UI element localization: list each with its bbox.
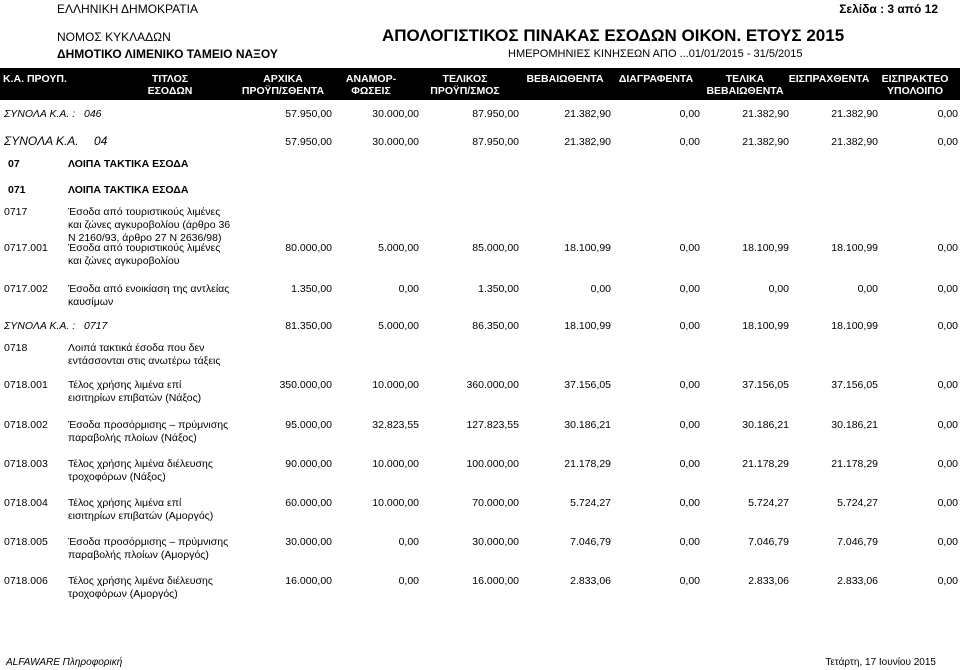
footer-vendor: ALFAWARE Πληροφορική [6,657,123,668]
initial-budget-cell: 80.000,00 [285,242,332,254]
certified-cell: 21.382,90 [564,108,611,120]
page-indicator: Σελίδα : 3 από 12 [839,2,938,16]
col-header-receivable: ΕΙΣΠΡΑΚΤΕΟ ΥΠΟΛΟΙΠΟ [881,73,949,97]
col-header-initial: ΑΡΧΙΚΑ ΠΡΟΫΠ/ΣΘΕΝΤΑ [241,73,325,97]
certified-cell: 18.100,99 [564,320,611,332]
row-description: Τέλος χρήσης λιμένα διέλευσης τροχοφόρων (Νάξος) [68,458,213,483]
amendments-cell: 10.000,00 [372,379,419,391]
collected-cell: 30.186,21 [831,419,878,431]
receivable-cell: 0,00 [937,419,958,431]
col-header-certified: ΒΕΒΑΙΩΘΕΝΤΑ [526,73,604,85]
amendments-cell: 5.000,00 [378,320,419,332]
deleted-cell: 0,00 [679,136,700,148]
row-description: Έσοδα από τουριστικούς λιμένες και ζώνες αγκυροβολίου [68,242,221,267]
row-description: Έσοδα προσόρμισης – πρύμνισης παραβολής πλοίων (Νάξος) [68,419,229,444]
final-budget-cell: 16.000,00 [472,575,519,587]
totals-code: 046 [84,108,102,120]
receivable-cell: 0,00 [937,136,958,148]
certified-cell: 7.046,79 [570,536,611,548]
category-description: Έσοδα από τουριστικούς λιμένες και ζώνες αγκυροβολίου (άρθρο 36 Ν 2160/93, άρθρο 27 Ν 2636/98) [68,206,231,244]
collected-cell: 7.046,79 [837,536,878,548]
certified-cell: 30.186,21 [564,419,611,431]
receivable-cell: 0,00 [937,497,958,509]
col-header-final-certified: ΤΕΛΙΚΑ ΒΕΒΑΙΩΘΕΝΤΑ [706,73,784,97]
col-header-final-budget: ΤΕΛΙΚΟΣ ΠΡΟΫΠ/ΣΜΟΣ [430,73,500,97]
totals-label: ΣΥΝΟΛΑ Κ.Α. [4,134,79,148]
totals-label: ΣΥΝΟΛΑ Κ.Α. : [4,320,76,332]
category-description: Λοιπά τακτικά έσοδα που δεν εντάσσονται στις ανωτέρω τάξεις [68,342,221,367]
initial-budget-cell: 95.000,00 [285,419,332,431]
amendments-cell: 30.000,00 [372,136,419,148]
final-budget-cell: 87.950,00 [472,136,519,148]
deleted-cell: 0,00 [679,458,700,470]
final-certified-cell: 7.046,79 [748,536,789,548]
deleted-cell: 0,00 [679,536,700,548]
initial-budget-cell: 350.000,00 [279,379,332,391]
row-code: 0718.004 [4,497,48,509]
receivable-cell: 0,00 [937,242,958,254]
final-certified-cell: 21.382,90 [742,136,789,148]
receivable-cell: 0,00 [937,458,958,470]
row-code: 0718.002 [4,419,48,431]
col-header-title: ΤΙΤΛΟΣ ΕΣΟΔΩΝ [147,73,193,97]
category-code: 0718 [4,342,28,354]
collected-cell: 2.833,06 [837,575,878,587]
final-budget-cell: 87.950,00 [472,108,519,120]
final-certified-cell: 37.156,05 [742,379,789,391]
row-code: 0718.005 [4,536,48,548]
initial-budget-cell: 60.000,00 [285,497,332,509]
totals-code: 04 [94,134,108,148]
certified-cell: 2.833,06 [570,575,611,587]
group-title: ΛΟΙΠΑ ΤΑΚΤΙΚΑ ΕΣΟΔΑ [68,184,189,196]
final-budget-cell: 30.000,00 [472,536,519,548]
final-certified-cell: 30.186,21 [742,419,789,431]
amendments-cell: 10.000,00 [372,458,419,470]
group-code: 071 [8,184,26,196]
deleted-cell: 0,00 [679,379,700,391]
receivable-cell: 0,00 [937,108,958,120]
final-budget-cell: 127.823,55 [466,419,519,431]
collected-cell: 18.100,99 [831,242,878,254]
prefecture-label: ΝΟΜΟΣ ΚΥΚΛΑΔΩΝ [57,30,171,44]
certified-cell: 18.100,99 [564,242,611,254]
initial-budget-cell: 57.950,00 [285,108,332,120]
footer-date: Τετάρτη, 17 Ιουνίου 2015 [825,657,936,668]
initial-budget-cell: 30.000,00 [285,536,332,548]
receivable-cell: 0,00 [937,320,958,332]
final-budget-cell: 86.350,00 [472,320,519,332]
amendments-cell: 5.000,00 [378,242,419,254]
amendments-cell: 0,00 [398,283,419,295]
collected-cell: 21.382,90 [831,136,878,148]
amendments-cell: 0,00 [398,575,419,587]
collected-cell: 18.100,99 [831,320,878,332]
column-header-bar [0,68,960,100]
collected-cell: 5.724,27 [837,497,878,509]
fund-name: ΔΗΜΟΤΙΚΟ ΛΙΜΕΝΙΚΟ ΤΑΜΕΙΟ ΝΑΞΟΥ [57,47,278,61]
col-header-code: Κ.Α. ΠΡΟΥΠ. [3,73,67,85]
deleted-cell: 0,00 [679,419,700,431]
group-code: 07 [8,158,20,170]
report-title: ΑΠΟΛΟΓΙΣΤΙΚΟΣ ΠΙΝΑΚΑΣ ΕΣΟΔΩΝ ΟΙΚΟΝ. ΕΤΟΥΣ 2015 [382,26,845,45]
deleted-cell: 0,00 [679,320,700,332]
final-budget-cell: 85.000,00 [472,242,519,254]
final-budget-cell: 360.000,00 [466,379,519,391]
deleted-cell: 0,00 [679,283,700,295]
col-header-deleted: ΔΙΑΓΡΑΦΕΝΤΑ [618,73,694,85]
final-budget-cell: 70.000,00 [472,497,519,509]
initial-budget-cell: 57.950,00 [285,136,332,148]
initial-budget-cell: 16.000,00 [285,575,332,587]
row-code: 0718.003 [4,458,48,470]
row-code: 0717.002 [4,283,48,295]
row-description: Έσοδα προσόρμισης – πρύμνισης παραβολής πλοίων (Αμοργός) [68,536,229,561]
final-budget-cell: 1.350,00 [478,283,519,295]
group-title: ΛΟΙΠΑ ΤΑΚΤΙΚΑ ΕΣΟΔΑ [68,158,189,170]
certified-cell: 21.178,29 [564,458,611,470]
receivable-cell: 0,00 [937,379,958,391]
date-range: ΗΜΕΡΟΜΗΝΙΕΣ ΚΙΝΗΣΕΩΝ ΑΠΟ ...01/01/2015 - 31/5/2015 [508,48,803,60]
row-code: 0718.001 [4,379,48,391]
collected-cell: 0,00 [857,283,878,295]
final-certified-cell: 5.724,27 [748,497,789,509]
receivable-cell: 0,00 [937,575,958,587]
collected-cell: 37.156,05 [831,379,878,391]
final-certified-cell: 2.833,06 [748,575,789,587]
amendments-cell: 0,00 [398,536,419,548]
row-description: Τέλος χρήσης λιμένα επί εισιτηρίων επιβατών (Αμοργός) [68,497,214,522]
deleted-cell: 0,00 [679,108,700,120]
receivable-cell: 0,00 [937,536,958,548]
row-code: 0717.001 [4,242,48,254]
certified-cell: 21.382,90 [564,136,611,148]
receivable-cell: 0,00 [937,283,958,295]
final-certified-cell: 0,00 [768,283,789,295]
collected-cell: 21.382,90 [831,108,878,120]
col-header-collected: ΕΙΣΠΡΑΧΘΕΝΤΑ [788,73,870,85]
deleted-cell: 0,00 [679,497,700,509]
republic-label: ΕΛΛΗΝΙΚΗ ΔΗΜΟΚΡΑΤΙΑ [57,2,198,16]
category-code: 0717 [4,206,28,218]
final-budget-cell: 100.000,00 [466,458,519,470]
initial-budget-cell: 81.350,00 [285,320,332,332]
amendments-cell: 30.000,00 [372,108,419,120]
row-description: Τέλος χρήσης λιμένα επί εισιτηρίων επιβατών (Νάξος) [68,379,202,404]
final-certified-cell: 21.382,90 [742,108,789,120]
final-certified-cell: 21.178,29 [742,458,789,470]
row-code: 0718.006 [4,575,48,587]
final-certified-cell: 18.100,99 [742,242,789,254]
initial-budget-cell: 1.350,00 [291,283,332,295]
column-header-background [0,68,960,100]
totals-code: 0717 [84,320,108,332]
certified-cell: 0,00 [590,283,611,295]
collected-cell: 21.178,29 [831,458,878,470]
totals-label: ΣΥΝΟΛΑ Κ.Α. : [4,108,76,120]
certified-cell: 37.156,05 [564,379,611,391]
deleted-cell: 0,00 [679,575,700,587]
row-description: Έσοδα από ενοικίαση της αντλείας καυσίμων [68,283,230,308]
deleted-cell: 0,00 [679,242,700,254]
col-header-amendments: ΑΝΑΜΟΡ- ΦΩΣΕΙΣ [345,73,397,97]
final-certified-cell: 18.100,99 [742,320,789,332]
amendments-cell: 10.000,00 [372,497,419,509]
amendments-cell: 32.823,55 [372,419,419,431]
row-description: Τέλος χρήσης λιμένα διέλευσης τροχοφόρων (Αμοργός) [68,575,213,600]
certified-cell: 5.724,27 [570,497,611,509]
initial-budget-cell: 90.000,00 [285,458,332,470]
